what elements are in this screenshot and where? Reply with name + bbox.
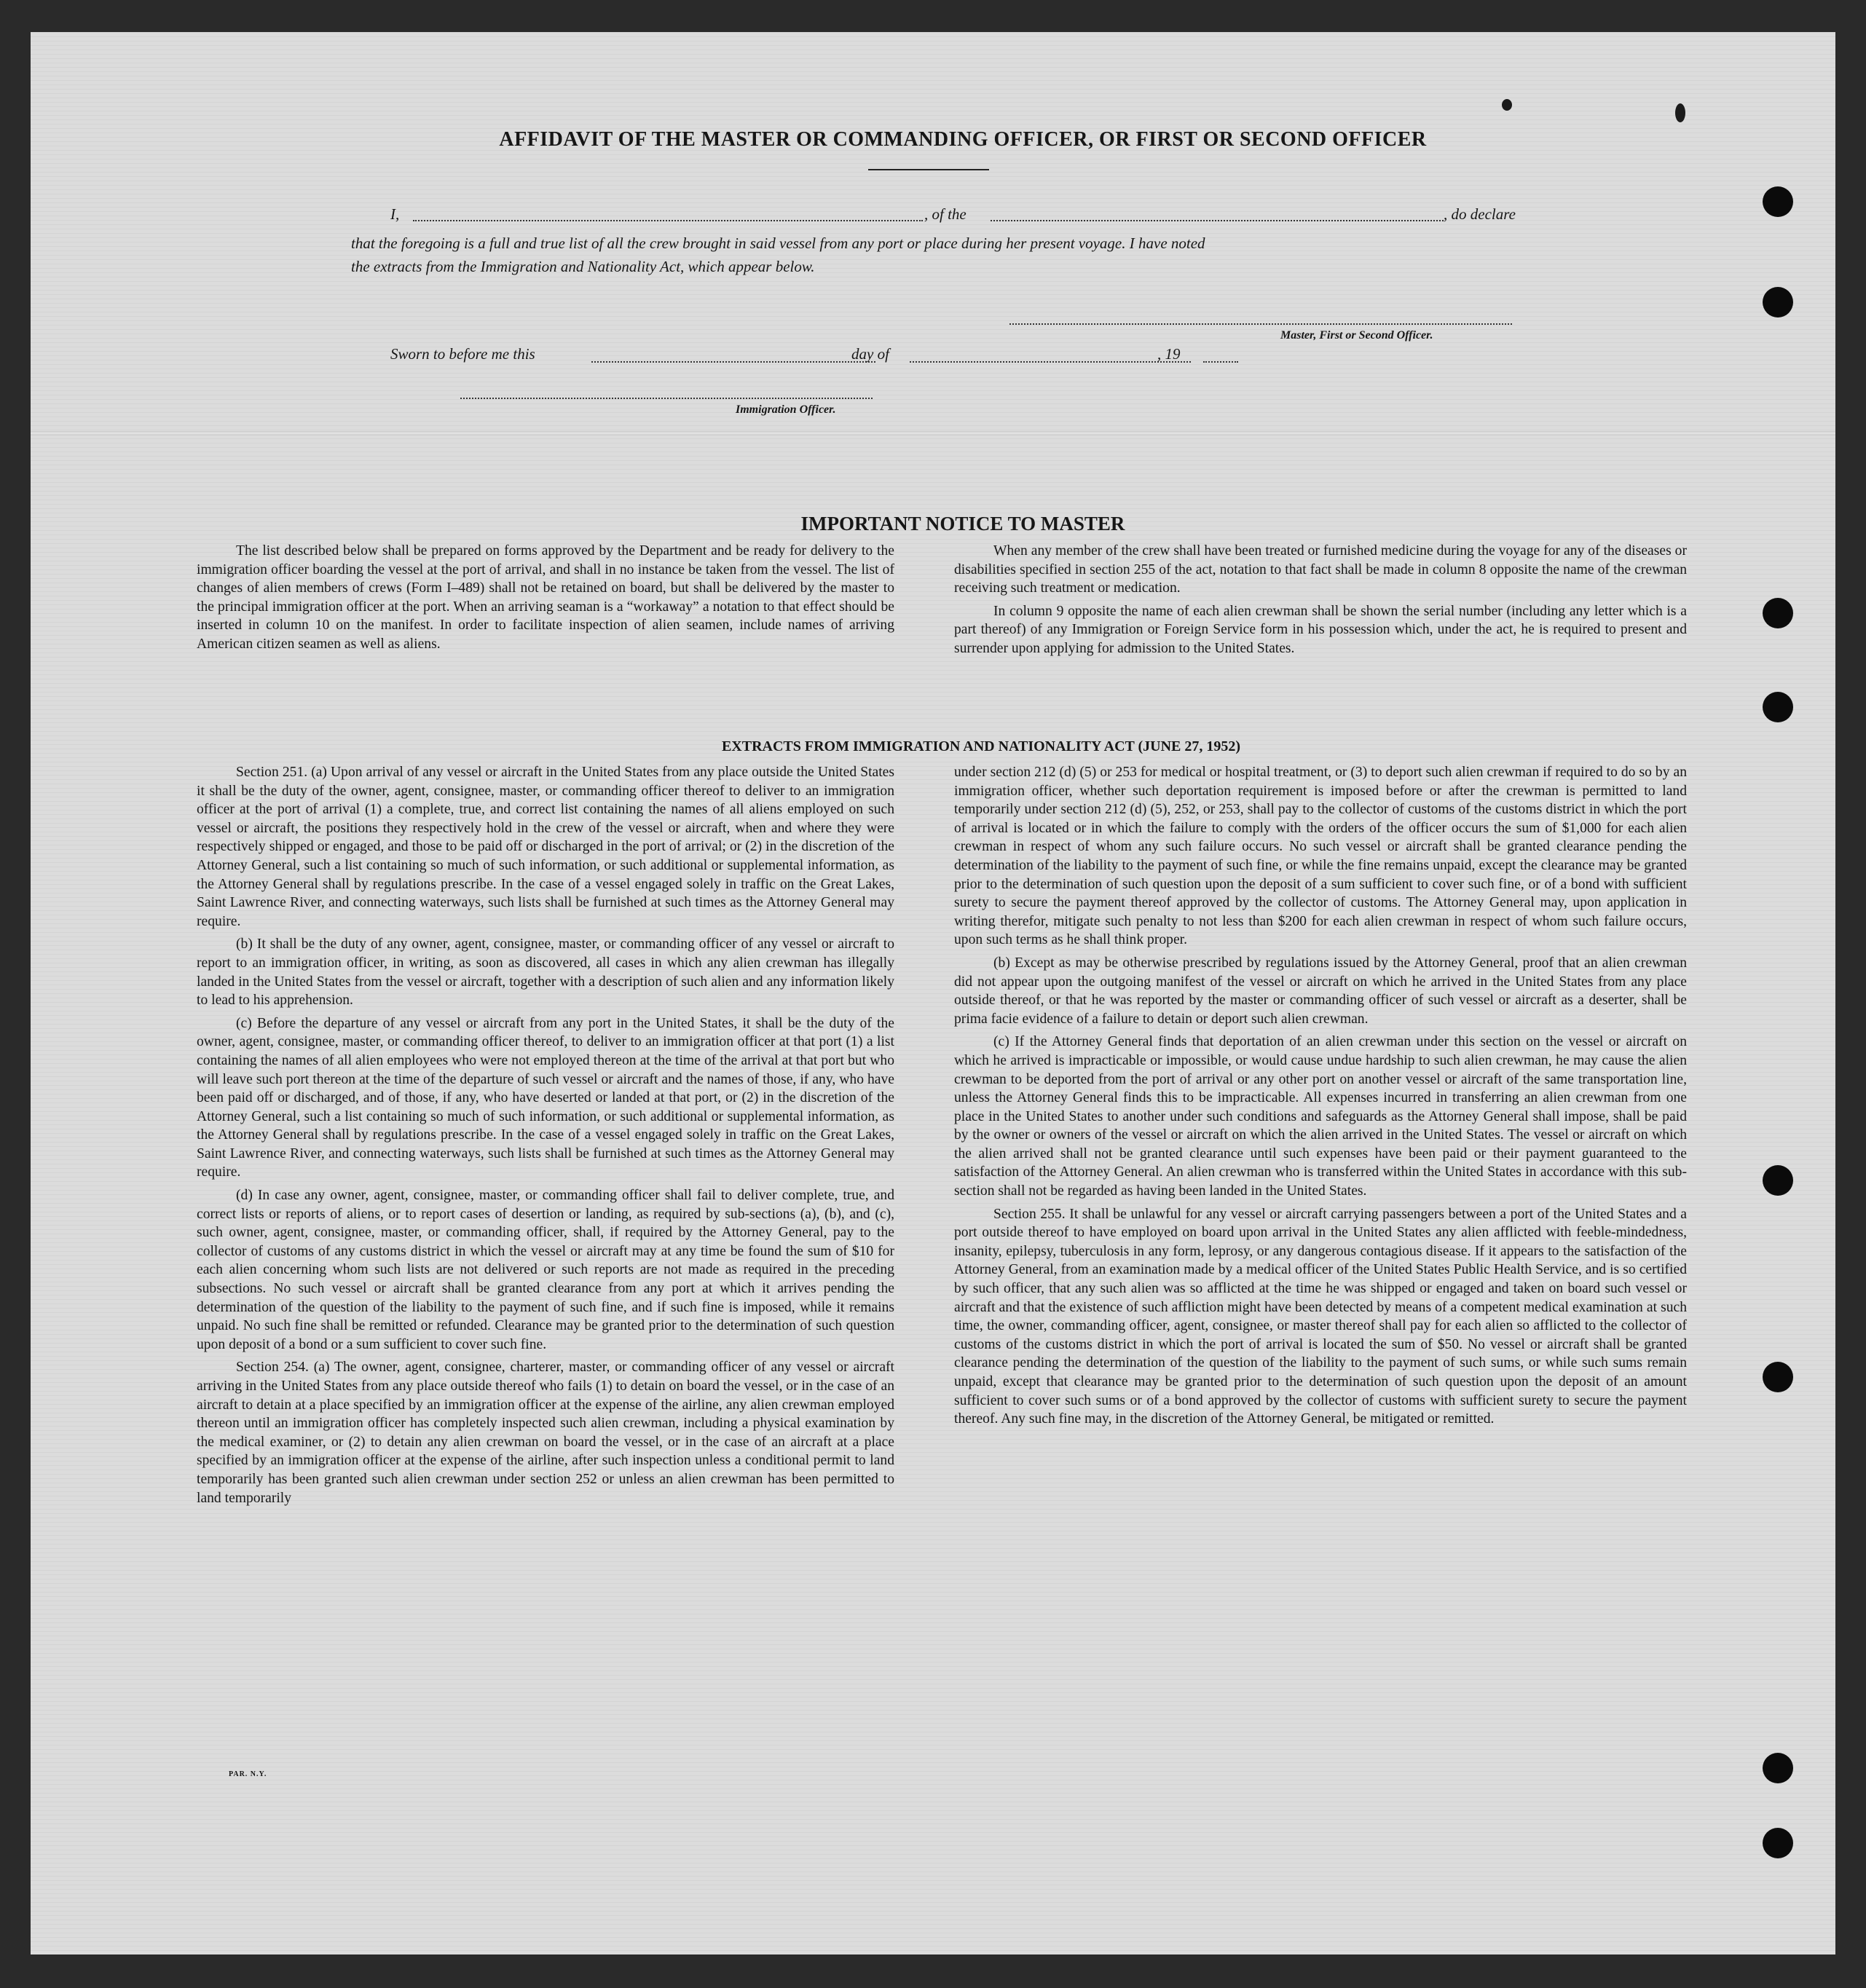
affidavit-statement-line: that the foregoing is a full and true list of all the crew brought in said vessel from any port or place during her present voyage. I have noted bbox=[351, 234, 1205, 252]
binder-hole bbox=[1763, 692, 1793, 722]
extracts-title: EXTRACTS FROM IMMIGRATION AND NATIONALITY ACT (JUNE 27, 1952) bbox=[721, 738, 1241, 754]
binder-hole bbox=[1763, 1362, 1793, 1392]
notice-left-column bbox=[197, 542, 894, 658]
section-254-c-paragraph: (c) If the Attorney General finds that deportation of an alien crewman under this section on the vessel or aircraft on which he arrived is impracticable or impossible, or would cause undue hardship to such alien crewman, he may cause the alien crewman to be deported from the port of arrival or any other port on another vessel or aircraft of the same transportation line, unless the Attorney General finds this to be impracticable. All expenses incurred in transferring an alien crewman from one place in the United States to another under such conditions and safeguards as the Attorney General shall impose, shall be paid by the owner or owners of the vessel or aircraft on which the alien arrived in the United States. The vessel or aircraft on which the alien arrived shall not be granted clearance until such expenses have been paid or their payment guaranteed to the satisfaction of the Attorney General. An alien crewman who is transferred within the United States in accordance with this sub-section shall not be regarded as having been landed in the United States. bbox=[954, 1034, 1687, 1199]
section-251-b-paragraph: (b) It shall be the duty of any owner, agent, consignee, master, or commanding officer of any vessel or aircraft to report to an immigration officer, in writing, as soon as discovered, all cases in which any alien crewman has illegally landed in the United States from the vessel or aircraft, together with a description of such alien and any information likely to lead to his apprehension. bbox=[197, 936, 894, 1009]
affidavit-statement-line: the extracts from the Immigration and Nationality Act, which appear below. bbox=[351, 258, 815, 275]
section-251-c-paragraph: (c) Before the departure of any vessel or aircraft from any port in the United States, it shall be the duty of the owner, agent, consignee, master, or commanding officer thereof, to deliver to an immigration officer at that port (1) a list containing the names of all alien employees who were not employed thereon at the time of the arrival at that port but who will leave such port thereon at the time of the departure of such vessel or aircraft and the names of those, if any, who have been paid off or discharged, and of those, if any, who have deserted or landed at that port, or (2) in the discretion of the Attorney General, such a list containing so much of such information, or such additional or supplemental information, as the Attorney General shall by regulations prescribe. In the case of a vessel engaged solely in traffic on the Great Lakes, Saint Lawrence River, and connecting waterways, such lists shall be furnished at such times as the Attorney General may require. bbox=[197, 1015, 894, 1180]
vessel-name-field[interactable] bbox=[991, 220, 1444, 221]
binder-hole bbox=[1763, 1165, 1793, 1196]
affidavit-title: AFFIDAVIT OF THE MASTER OR COMMANDING OFFICER, OR FIRST OR SECOND OFFICER bbox=[499, 128, 1427, 151]
binder-hole bbox=[1763, 598, 1793, 628]
section-254-a-paragraph: Section 254. (a) The owner, agent, consignee, charterer, master, or commanding officer of any vessel or aircraft arriving in the United States from any place outside thereof who fails (1) to detain on board the vessel, or in the case of an aircraft to detain at a place specified by an immigration officer at the expense of the airline, any alien crewman employed thereon until an immigration officer has completely inspected such alien crewman, including a physical examination by the medical examiner, or (2) to detain any alien crewman on board the vessel, or in the case of an aircraft at a place specified by an immigration officer at the expense of the airline, after such inspection unless a conditional permit to land temporarily has been granted such alien crewman under section 252 or unless an alien crewman has been permitted to land temporarily bbox=[197, 1360, 894, 1506]
notice-right-paragraph: In column 9 opposite the name of each alien crewman shall be shown the serial number (including any letter which is a part thereof) of any Immigration or Foreign Service form in his possession which, under the act, he is required to present and surrender upon applying for admission to the United States. bbox=[954, 603, 1687, 656]
section-251-d-paragraph: (d) In case any owner, agent, consignee, master, or commanding officer shall fail to deliver complete, true, and correct lists or reports of aliens, or to report cases of desertion or landing, as required by sub-sections (a), (b), and (c), such owner, agent, consignee, master, or commanding officer, shall, if required by the Attorney General, pay to the collector of customs of any customs district in which the vessel or aircraft may at any time be found the sum of $10 for each alien concerning whom such lists are not delivered or such reports are not made as required in the preceding subsections. No such vessel or aircraft shall be granted clearance from any port at which it arrives pending the determination of the question of the liability to the payment of such fine, and if such fine is imposed, while it remains unpaid. No such fine shall be remitted or refunded. Clearance may be granted prior to the determination of such question upon deposit of a bond or a sum sufficient to cover such fine. bbox=[197, 1188, 894, 1352]
sworn-year-field[interactable] bbox=[1203, 361, 1238, 363]
sworn-label: Sworn to before me this bbox=[390, 345, 535, 363]
immigration-officer-label: Immigration Officer. bbox=[736, 403, 836, 416]
binder-hole bbox=[1763, 1753, 1793, 1783]
master-signature-field[interactable] bbox=[1009, 323, 1512, 325]
notice-right-paragraph: When any member of the crew shall have been treated or furnished medicine during the voyage for any of the diseases or disabilities specified in section 255 of the act, notation to that fact shall be made in column 8 opposite the name of the crewman receiving such treatment or medication. bbox=[954, 543, 1687, 596]
sworn-year-label: , 19 bbox=[1157, 345, 1181, 363]
section-251-a-paragraph: Section 251. (a) Upon arrival of any vessel or aircraft in the United States from any place outside the United States it shall be the duty of the owner, agent, consignee, master, or commanding officer thereof to deliver to an immigration officer at the port of arrival (1) a complete, true, and correct list containing the names of all aliens employed on such vessel or aircraft, the positions they respectively hold in the crew of the vessel or aircraft, when and where they were respectively shipped or engaged, and those to be paid off or discharged in the port of arrival; or (2) in the discretion of the Attorney General, such a list containing so much of such information, or such additional or supplemental information, as the Attorney General shall by regulations prescribe. In the case of a vessel engaged solely in traffic on the Great Lakes, Saint Lawrence River, and connecting waterways, such lists shall be furnished at such times as the Attorney General may require. bbox=[197, 765, 894, 929]
binder-hole bbox=[1763, 1828, 1793, 1858]
binder-hole bbox=[1763, 287, 1793, 317]
master-signature-label: Master, First or Second Officer. bbox=[1280, 329, 1433, 342]
extracts-left-column bbox=[197, 763, 894, 1512]
notice-left-paragraph: The list described below shall be prepared on forms approved by the Department and be ready for delivery to the immigration officer boarding the vessel at the port of arrival, and shall in no instance be taken from the vessel. The list of changes of alien members of crews (Form I–489) shall not be retained on board, but shall be delivered by the master to the principal immigration officer at the port. When an arriving seaman is a “workaway” a notation to that effect should be inserted in column 10 on the manifest. In order to facilitate inspection of alien seamen, include names of arriving American citizen seamen as well as aliens. bbox=[197, 543, 894, 652]
immigration-officer-signature-field[interactable] bbox=[460, 398, 873, 399]
extracts-right-column bbox=[954, 763, 1687, 1433]
binder-hole bbox=[1763, 186, 1793, 217]
affidavit-of-the-label: , of the bbox=[924, 205, 967, 223]
ink-speck bbox=[1502, 99, 1512, 111]
notice-title: IMPORTANT NOTICE TO MASTER bbox=[800, 513, 1125, 535]
printer-mark: PAR. N.Y. bbox=[229, 1770, 267, 1778]
document-page bbox=[31, 32, 1835, 1955]
page-crease bbox=[31, 431, 1835, 435]
ink-speck bbox=[1675, 103, 1685, 122]
affidavit-declare-label: , do declare bbox=[1444, 205, 1516, 223]
declarant-name-field[interactable] bbox=[413, 220, 923, 221]
section-254-a-continued-paragraph: under section 212 (d) (5) or 253 for medical or hospital treatment, or (3) to deport such alien crewman if required to do so by an immigration officer, whether such deportation requirement is imposed before or after the crewman is permitted to land temporarily under section 212 (d) (5), 252, or 253, shall pay to the collector of customs of the customs district in which the port of arrival is located or in which the failure to comply with the orders of the officer occurs the sum of $1,000 for each alien crewman in respect of whom any such failure occurs. No such vessel or aircraft shall be granted clearance pending the determination of the liability to the payment of such fine, or while the fine remains unpaid, except the clearance may be granted prior to the determination of such question upon the deposit of a sum sufficient to cover such fine, or of a bond with sufficient surety to secure the payment thereof approved by the collector of customs. The Attorney General may, upon application in writing therefor, mitigate such penalty to not less than $200 for each alien crewman in respect of whom such failure occurs, upon such terms as he shall think proper. bbox=[954, 765, 1687, 948]
sworn-month-field[interactable] bbox=[910, 361, 1191, 363]
affidavit-i-label: I, bbox=[390, 205, 400, 223]
sworn-day-of-label: day of bbox=[851, 345, 889, 363]
sworn-day-field[interactable] bbox=[591, 361, 875, 363]
title-underline bbox=[868, 169, 989, 170]
section-255-paragraph: Section 255. It shall be unlawful for any vessel or aircraft carrying passengers between a port of the United States and a port outside thereof to have employed on board upon arrival in the United States any alien afflicted with feeble-mindedness, insanity, epilepsy, tuberculosis in any form, leprosy, or any dangerous contagious disease. If it appears to the satisfaction of the Attorney General, from an examination made by a medical officer of the United States Public Health Service, and is so certified by such officer, that any such alien was so afflicted at the time he was shipped or engaged and taken on board such vessel or aircraft and that the existence of such affliction might have been detected by means of a competent medical examination at such time, the owner, commanding officer, agent, consignee, or master thereof shall pay for each alien so afflicted to the collector of customs of the customs district in which the port of arrival is located the sum of $50. No vessel or aircraft shall be granted clearance pending the determination of the question of the liability to the payment of such sums, or while such sums remain unpaid, except that clearance may be granted prior to the determination of such question upon the deposit of an amount sufficient to cover such sums or of a bond approved by the collector of customs with sufficient surety to secure the payment thereof. Any such fine may, in the discretion of the Attorney General, be mitigated or remitted. bbox=[954, 1206, 1687, 1427]
notice-right-column bbox=[954, 542, 1687, 663]
section-254-b-paragraph: (b) Except as may be otherwise prescribed by regulations issued by the Attorney General, proof that an alien crewman did not appear upon the outgoing manifest of the vessel or aircraft on which he arrived in the United States from any place outside thereof, or that he was reported by the master or commanding officer of such vessel or aircraft as a deserter, shall be prima facie evidence of a failure to detain or deport such alien crewman. bbox=[954, 955, 1687, 1027]
